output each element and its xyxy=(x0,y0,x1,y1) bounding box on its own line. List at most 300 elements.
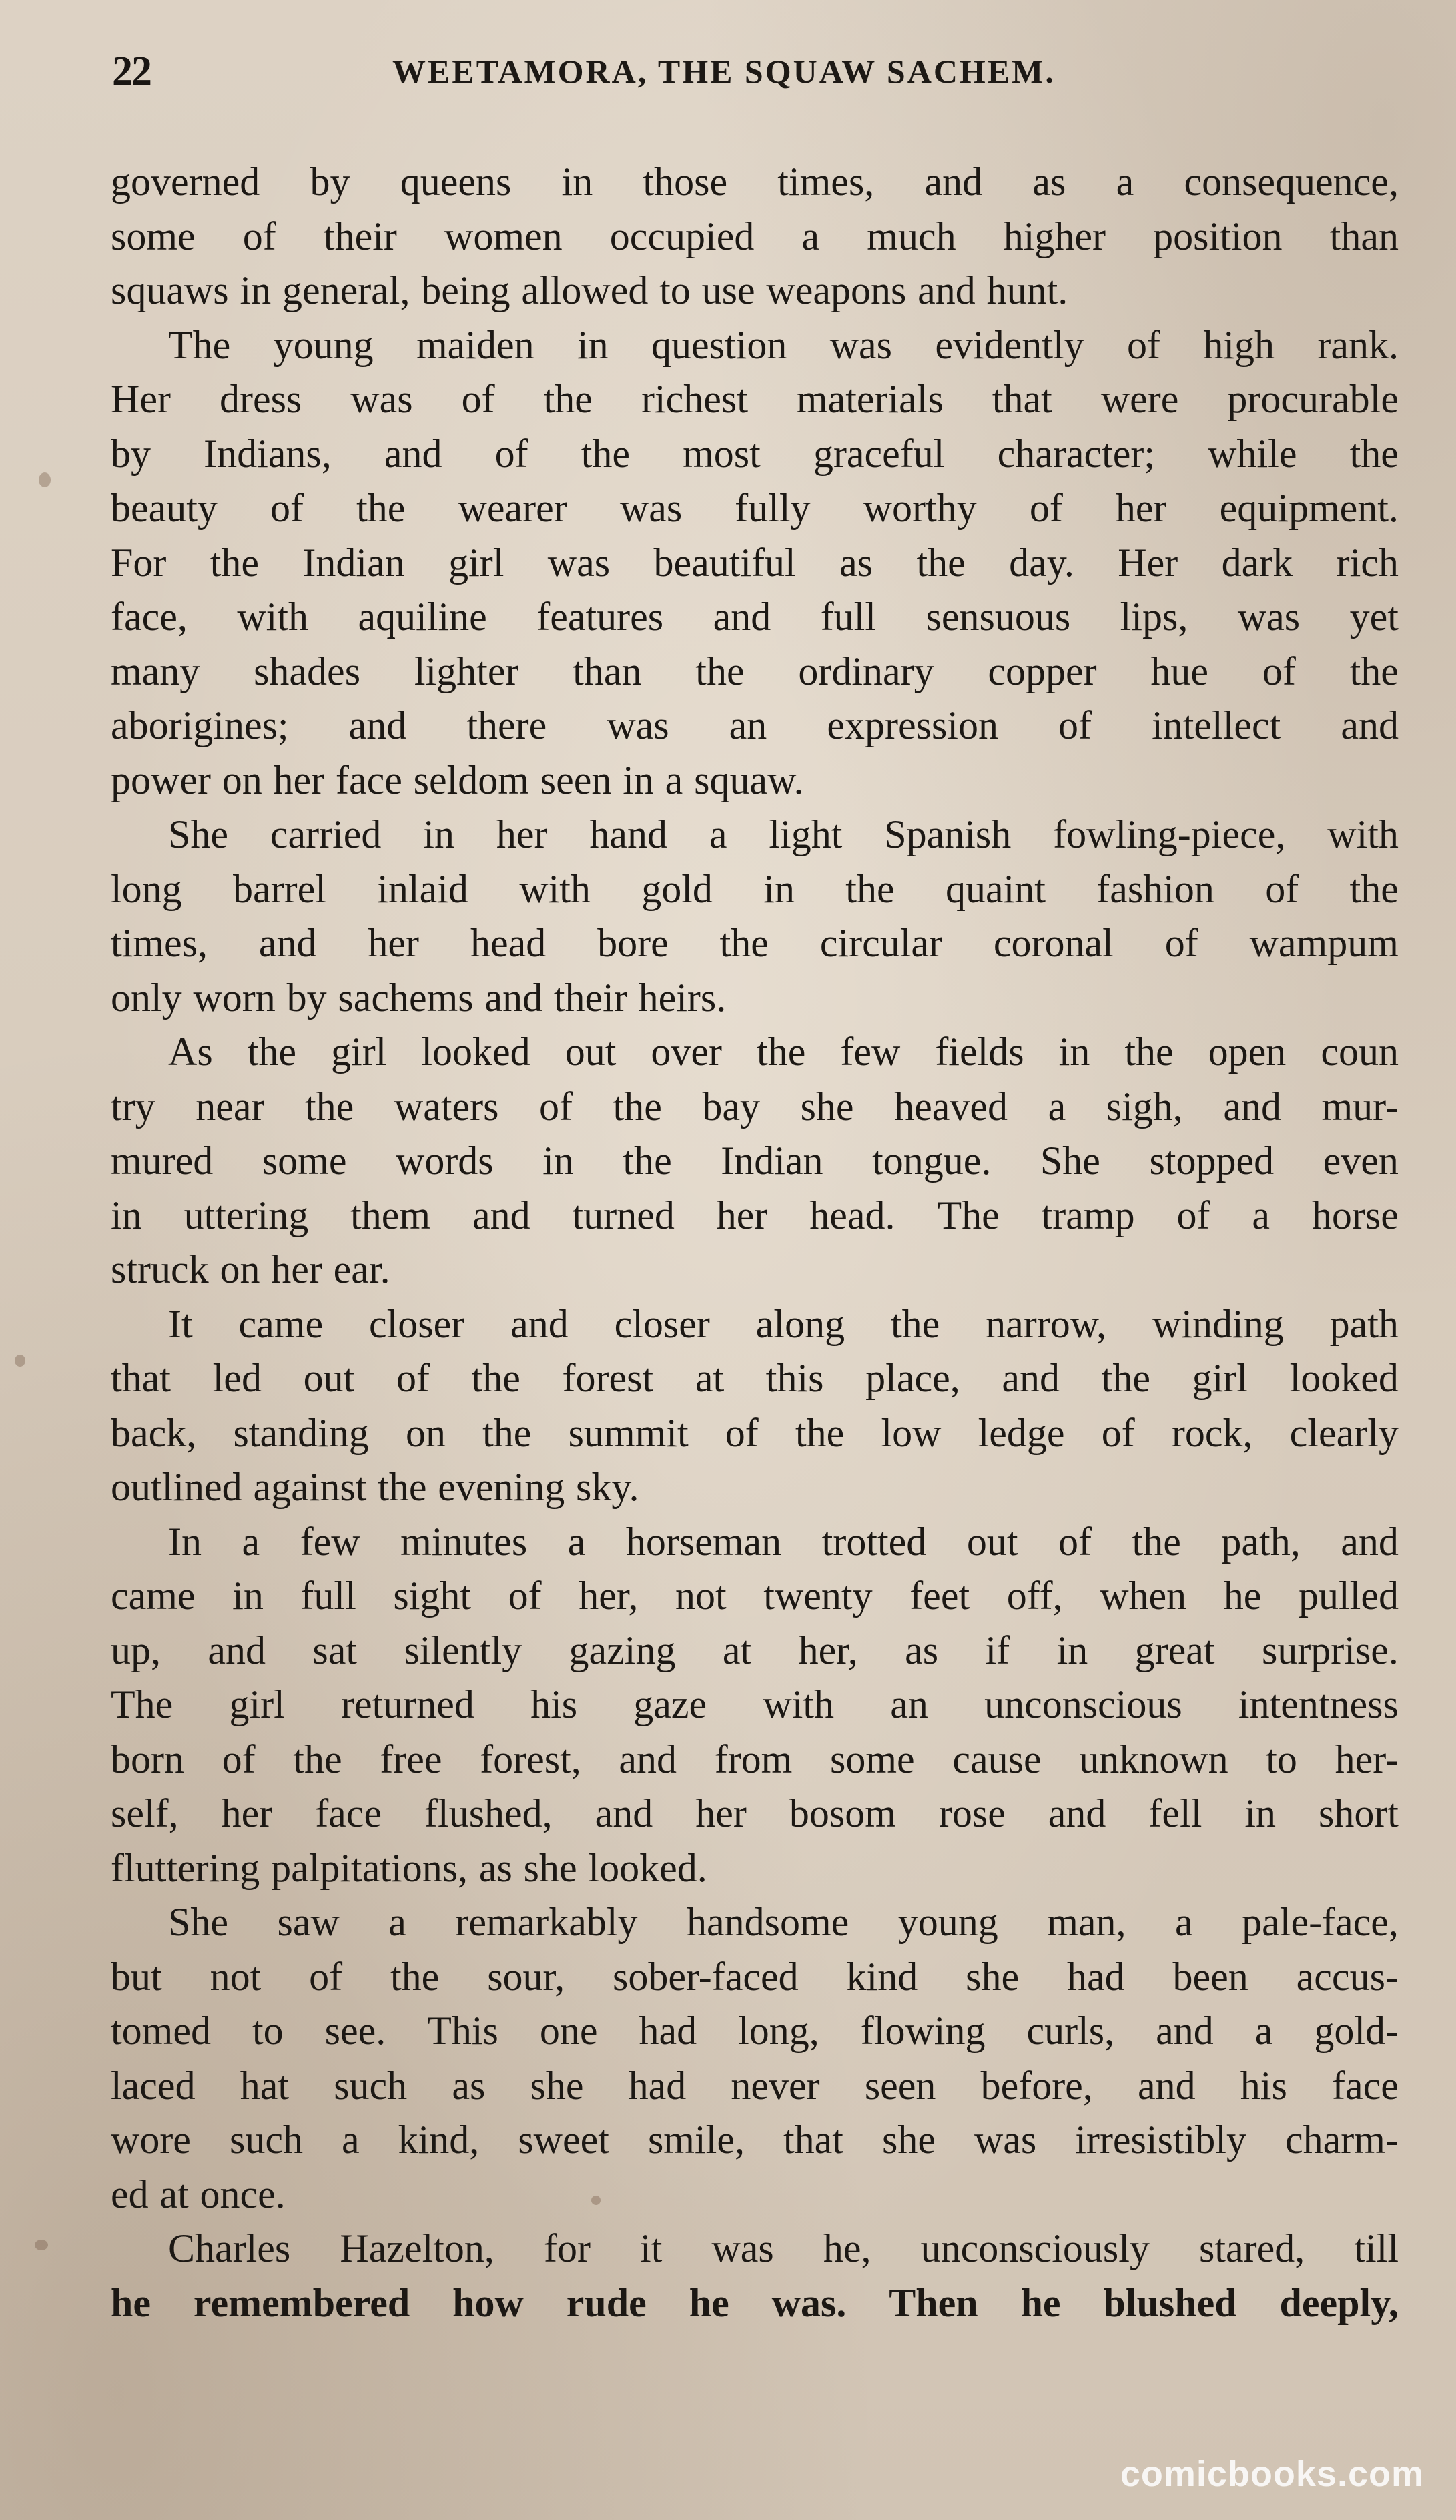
word: by xyxy=(286,975,327,1020)
word: equipment. xyxy=(1219,486,1399,530)
word: Hazelton, xyxy=(340,2226,494,2270)
word: face, xyxy=(111,595,188,639)
word: open xyxy=(1208,1030,1287,1074)
word: sight xyxy=(393,1574,472,1618)
word: saw xyxy=(277,1900,340,1944)
word: till xyxy=(1354,2226,1399,2270)
word: her xyxy=(368,921,420,965)
word: sky. xyxy=(576,1465,639,1509)
word: been xyxy=(1172,1954,1248,1999)
word: standing xyxy=(233,1410,369,1455)
word: of xyxy=(309,1954,343,1999)
word: laced xyxy=(111,2063,196,2108)
word: she xyxy=(881,2118,936,2162)
text-line xyxy=(111,2276,1399,2331)
word: at xyxy=(159,2172,189,2216)
word: sweet xyxy=(518,2118,609,2162)
word: The xyxy=(168,322,231,367)
word: had xyxy=(639,2009,697,2053)
text-line xyxy=(111,1569,1399,1624)
word: Then xyxy=(889,2280,978,2325)
word: was xyxy=(1237,595,1301,639)
word: never xyxy=(731,2063,820,2108)
word: unknown xyxy=(1079,1737,1228,1781)
word: and xyxy=(713,595,771,639)
word: born xyxy=(111,1737,184,1781)
word: the xyxy=(482,1410,532,1455)
word: She xyxy=(168,812,228,856)
word: a xyxy=(1175,1900,1193,1944)
word: Indians, xyxy=(204,431,332,476)
word: a xyxy=(1048,1084,1066,1129)
text-line xyxy=(111,536,1399,591)
word: coronal xyxy=(993,921,1114,965)
word: fowling-piece, xyxy=(1053,812,1286,856)
word: sat xyxy=(312,1628,358,1672)
word: not xyxy=(675,1574,727,1618)
word: her, xyxy=(579,1574,639,1618)
word: an xyxy=(729,703,767,747)
word: the xyxy=(1124,1030,1174,1074)
word: horseman xyxy=(625,1519,782,1564)
word: closer xyxy=(614,1301,710,1346)
word: irresistibly xyxy=(1075,2118,1246,2162)
word: on xyxy=(220,1247,260,1291)
word: and xyxy=(258,921,317,965)
text-line xyxy=(111,1025,1399,1080)
word: them xyxy=(350,1193,431,1237)
word: of xyxy=(1127,322,1160,367)
word: seldom xyxy=(413,757,529,802)
word: dress xyxy=(219,377,302,421)
word: face xyxy=(335,757,402,802)
word: in xyxy=(423,812,454,856)
word: She xyxy=(1040,1139,1100,1183)
word: came xyxy=(238,1301,324,1346)
text-line xyxy=(111,1189,1399,1243)
word: but xyxy=(111,1954,162,1999)
text-line xyxy=(111,1841,1399,1896)
word: tomed xyxy=(111,2009,211,2053)
word: a xyxy=(242,1519,260,1564)
word: in xyxy=(232,1574,264,1618)
word: a xyxy=(1254,2009,1273,2053)
word: unconscious xyxy=(984,1682,1182,1726)
word: This xyxy=(427,2009,498,2053)
word: day. xyxy=(1009,540,1074,585)
word: and xyxy=(1137,2063,1196,2108)
word: the xyxy=(1101,1356,1150,1400)
word: to xyxy=(252,2009,284,2053)
word: rude xyxy=(566,2280,647,2325)
word: lighter xyxy=(414,649,519,693)
word: graceful xyxy=(813,431,945,476)
word: the xyxy=(1349,431,1399,476)
word: she xyxy=(966,1954,1020,1999)
word: the xyxy=(543,377,593,421)
word: rich xyxy=(1336,540,1399,585)
word: the xyxy=(1132,1519,1181,1564)
word: winding xyxy=(1152,1301,1284,1346)
text-line xyxy=(111,1787,1399,1841)
word: self, xyxy=(111,1791,179,1835)
text-line xyxy=(111,590,1399,645)
word: long, xyxy=(738,2009,819,2053)
word: clearly xyxy=(1289,1410,1399,1455)
word: led xyxy=(212,1356,262,1400)
word: of xyxy=(270,486,304,530)
word: in xyxy=(577,322,609,367)
word: were xyxy=(1100,377,1179,421)
word: of xyxy=(725,1410,759,1455)
word: at xyxy=(695,1356,725,1400)
word: women xyxy=(444,214,563,258)
word: hue xyxy=(1150,649,1209,693)
word: up, xyxy=(111,1628,161,1672)
word: her xyxy=(271,1247,322,1291)
word: remembered xyxy=(193,2280,410,2325)
word: and xyxy=(595,1791,653,1835)
word: procurable xyxy=(1227,377,1399,421)
word: girl xyxy=(1192,1356,1248,1400)
word: once. xyxy=(200,2172,286,2216)
word: by xyxy=(310,160,350,204)
word: coun xyxy=(1321,1030,1399,1074)
word: fully xyxy=(735,486,811,530)
word: sachems xyxy=(338,975,474,1020)
word: heirs. xyxy=(638,975,727,1020)
word: seen xyxy=(540,757,612,802)
text-line xyxy=(111,2113,1399,2168)
word: and xyxy=(1048,1791,1106,1835)
word: the xyxy=(247,1030,297,1074)
word: fashion xyxy=(1096,866,1214,911)
word: and xyxy=(208,1628,266,1672)
word: their xyxy=(323,214,397,258)
word: some xyxy=(262,1139,347,1183)
word: character; xyxy=(997,431,1156,476)
word: beauty xyxy=(111,486,218,530)
word: palpitations, xyxy=(271,1845,468,1890)
word: try xyxy=(111,1084,155,1129)
word: with xyxy=(519,866,591,911)
word: some xyxy=(111,214,196,258)
word: governed xyxy=(111,160,260,204)
word: a xyxy=(801,214,820,258)
word: in xyxy=(623,757,654,802)
word: power xyxy=(111,757,211,802)
word: great xyxy=(1134,1628,1215,1672)
word: of xyxy=(1176,1193,1210,1237)
word: accus- xyxy=(1296,1954,1399,1999)
word: was xyxy=(619,486,683,530)
text-line xyxy=(111,971,1399,1026)
word: circular xyxy=(819,921,943,965)
word: while xyxy=(1208,431,1297,476)
word: fluttering xyxy=(111,1845,260,1890)
word: in xyxy=(1056,1628,1088,1672)
word: copper xyxy=(988,649,1097,693)
word: the xyxy=(719,921,769,965)
word: over xyxy=(651,1030,723,1074)
text-line xyxy=(111,372,1399,427)
word: he xyxy=(1020,2280,1061,2325)
word: position xyxy=(1153,214,1283,258)
word: mur- xyxy=(1321,1084,1399,1129)
word: the xyxy=(356,486,406,530)
word: aborigines; xyxy=(111,703,289,747)
word: and xyxy=(1341,1519,1399,1564)
word: low xyxy=(881,1410,942,1455)
word: full xyxy=(300,1574,356,1618)
word: the xyxy=(845,866,895,911)
word: Charles xyxy=(168,2226,291,2270)
text-line xyxy=(111,1243,1399,1297)
word: fell xyxy=(1148,1791,1202,1835)
word: even xyxy=(1323,1139,1399,1183)
word: as xyxy=(478,1845,512,1890)
word: the xyxy=(1349,649,1399,693)
word: hunt. xyxy=(986,268,1068,312)
word: flushed, xyxy=(424,1791,553,1835)
word: flowing xyxy=(860,2009,986,2053)
word: unconsciously xyxy=(920,2226,1150,2270)
word: the xyxy=(890,1301,940,1346)
word: full xyxy=(820,595,877,639)
text-line xyxy=(111,1678,1399,1732)
word: her, xyxy=(798,1628,858,1672)
word: barrel xyxy=(233,866,326,911)
word: few xyxy=(300,1519,360,1564)
word: an xyxy=(890,1682,928,1726)
word: forest, xyxy=(480,1737,581,1781)
word: girl xyxy=(229,1682,285,1726)
word: only xyxy=(111,975,182,1020)
word: summit xyxy=(568,1410,689,1455)
word: girl xyxy=(331,1030,387,1074)
word: Indian xyxy=(302,540,405,585)
word: quaint xyxy=(945,866,1046,911)
word: he, xyxy=(823,2226,871,2270)
word: deeply, xyxy=(1279,2280,1399,2325)
word: outlined xyxy=(111,1465,242,1509)
word: was xyxy=(974,2118,1037,2162)
ink-spot xyxy=(39,472,51,487)
word: as xyxy=(452,2063,486,2108)
word: of xyxy=(1058,1519,1092,1564)
text-line xyxy=(111,155,1399,210)
word: kind xyxy=(846,1954,918,1999)
word: had xyxy=(1066,1954,1125,1999)
word: some xyxy=(830,1737,915,1781)
word: being xyxy=(421,268,510,312)
word: feet xyxy=(909,1574,970,1618)
word: looked. xyxy=(588,1845,707,1890)
word: those xyxy=(643,160,728,204)
word: squaw. xyxy=(694,757,804,802)
word: The xyxy=(937,1193,1000,1237)
word: face xyxy=(1331,2063,1399,2108)
word: of xyxy=(508,1574,542,1618)
word: yet xyxy=(1349,595,1399,639)
word: mured xyxy=(111,1139,214,1183)
word: man, xyxy=(1047,1900,1126,1944)
word: had xyxy=(628,2063,687,2108)
text-line xyxy=(111,210,1399,264)
word: at xyxy=(722,1628,752,1672)
word: higher xyxy=(1003,214,1106,258)
word: times, xyxy=(777,160,875,204)
text-line xyxy=(111,2222,1399,2276)
word: closer xyxy=(368,1301,465,1346)
word: stared, xyxy=(1198,2226,1305,2270)
ink-spot xyxy=(35,2240,48,2250)
word: of xyxy=(1058,703,1092,747)
word: the xyxy=(378,1465,427,1509)
word: path xyxy=(1329,1301,1399,1346)
word: weapons xyxy=(766,268,907,312)
word: As xyxy=(168,1030,213,1074)
word: richest xyxy=(641,377,748,421)
word: occupied xyxy=(609,214,755,258)
word: a xyxy=(567,1519,586,1564)
word: many xyxy=(111,649,200,693)
word: a xyxy=(388,1900,406,1944)
word: the xyxy=(695,649,745,693)
word: wore xyxy=(111,2118,191,2162)
word: Spanish xyxy=(884,812,1012,856)
word: how xyxy=(452,2280,524,2325)
word: materials xyxy=(796,377,944,421)
word: hand xyxy=(589,812,667,856)
word: few xyxy=(840,1030,901,1074)
text-line xyxy=(111,1460,1399,1515)
word: The xyxy=(111,1682,173,1726)
word: one xyxy=(539,2009,598,2053)
word: forest xyxy=(562,1356,654,1400)
word: kind, xyxy=(398,2118,480,2162)
word: of xyxy=(461,377,495,421)
word: not xyxy=(210,1954,262,1999)
word: by xyxy=(111,431,151,476)
word: that xyxy=(783,2118,843,2162)
word: remarkably xyxy=(455,1900,638,1944)
text-line xyxy=(111,481,1399,536)
word: sensuous xyxy=(926,595,1071,639)
word: than xyxy=(1329,214,1399,258)
watermark: comicbooks.com xyxy=(1120,2454,1424,2494)
word: he xyxy=(111,2280,151,2325)
word: worthy xyxy=(863,486,977,530)
word: gazing xyxy=(569,1628,676,1672)
word: free xyxy=(380,1737,442,1781)
text-line xyxy=(111,1732,1399,1787)
word: gold- xyxy=(1314,2009,1399,2053)
text-line xyxy=(111,1895,1399,1950)
word: a xyxy=(665,757,683,802)
word: head xyxy=(470,921,547,965)
word: of xyxy=(1101,1410,1135,1455)
word: out xyxy=(303,1356,355,1400)
word: turned xyxy=(572,1193,675,1237)
word: uttering xyxy=(184,1193,309,1237)
text-line xyxy=(111,1624,1399,1678)
word: her xyxy=(273,757,325,802)
text-line xyxy=(111,645,1399,699)
word: tramp xyxy=(1041,1193,1135,1237)
word: as xyxy=(839,540,873,585)
word: was xyxy=(711,2226,774,2270)
word: It xyxy=(168,1301,193,1346)
word: that xyxy=(111,1356,171,1400)
word: surprise. xyxy=(1261,1628,1399,1672)
text-line xyxy=(111,1134,1399,1189)
word: stopped xyxy=(1149,1139,1275,1183)
word: this xyxy=(765,1356,824,1400)
word: pulled xyxy=(1299,1574,1399,1618)
word: and xyxy=(472,1193,530,1237)
word: against xyxy=(253,1465,367,1509)
word: bore xyxy=(597,921,669,965)
word: general, xyxy=(282,268,410,312)
word: on xyxy=(405,1410,446,1455)
word: their xyxy=(553,975,627,1020)
word: of xyxy=(1265,866,1299,911)
word: gaze xyxy=(633,1682,707,1726)
word: when xyxy=(1100,1574,1187,1618)
word: maiden xyxy=(416,322,534,367)
word: looked xyxy=(421,1030,530,1074)
word: cause xyxy=(952,1737,1042,1781)
word: with xyxy=(237,595,309,639)
text-line xyxy=(111,318,1399,373)
word: as xyxy=(1032,160,1066,204)
word: came xyxy=(111,1574,196,1618)
text-line xyxy=(111,862,1399,917)
word: rock, xyxy=(1171,1410,1253,1455)
word: the xyxy=(471,1356,520,1400)
text-line xyxy=(111,1515,1399,1570)
word: she xyxy=(523,1845,577,1890)
word: in xyxy=(763,866,795,911)
word: was xyxy=(547,540,611,585)
word: as xyxy=(905,1628,939,1672)
word: girl xyxy=(448,540,504,585)
word: heaved xyxy=(894,1084,1008,1129)
word: hat xyxy=(240,2063,290,2108)
word: expression xyxy=(827,703,998,747)
word: high xyxy=(1203,322,1275,367)
text-line xyxy=(111,264,1399,318)
word: a xyxy=(341,2118,360,2162)
text-line xyxy=(111,2059,1399,2114)
word: the xyxy=(623,1139,672,1183)
word: her xyxy=(221,1791,273,1835)
word: blushed xyxy=(1103,2280,1237,2325)
text-line xyxy=(111,753,1399,808)
word: lips, xyxy=(1120,595,1188,639)
word: question xyxy=(651,322,787,367)
word: light xyxy=(769,812,843,856)
word: along xyxy=(755,1301,845,1346)
word: the xyxy=(795,1410,845,1455)
word: inlaid xyxy=(377,866,468,911)
word: a xyxy=(1252,1193,1270,1237)
word: and xyxy=(1223,1084,1281,1129)
word: that xyxy=(992,377,1052,421)
word: aquiline xyxy=(358,595,487,639)
word: in xyxy=(1058,1030,1090,1074)
